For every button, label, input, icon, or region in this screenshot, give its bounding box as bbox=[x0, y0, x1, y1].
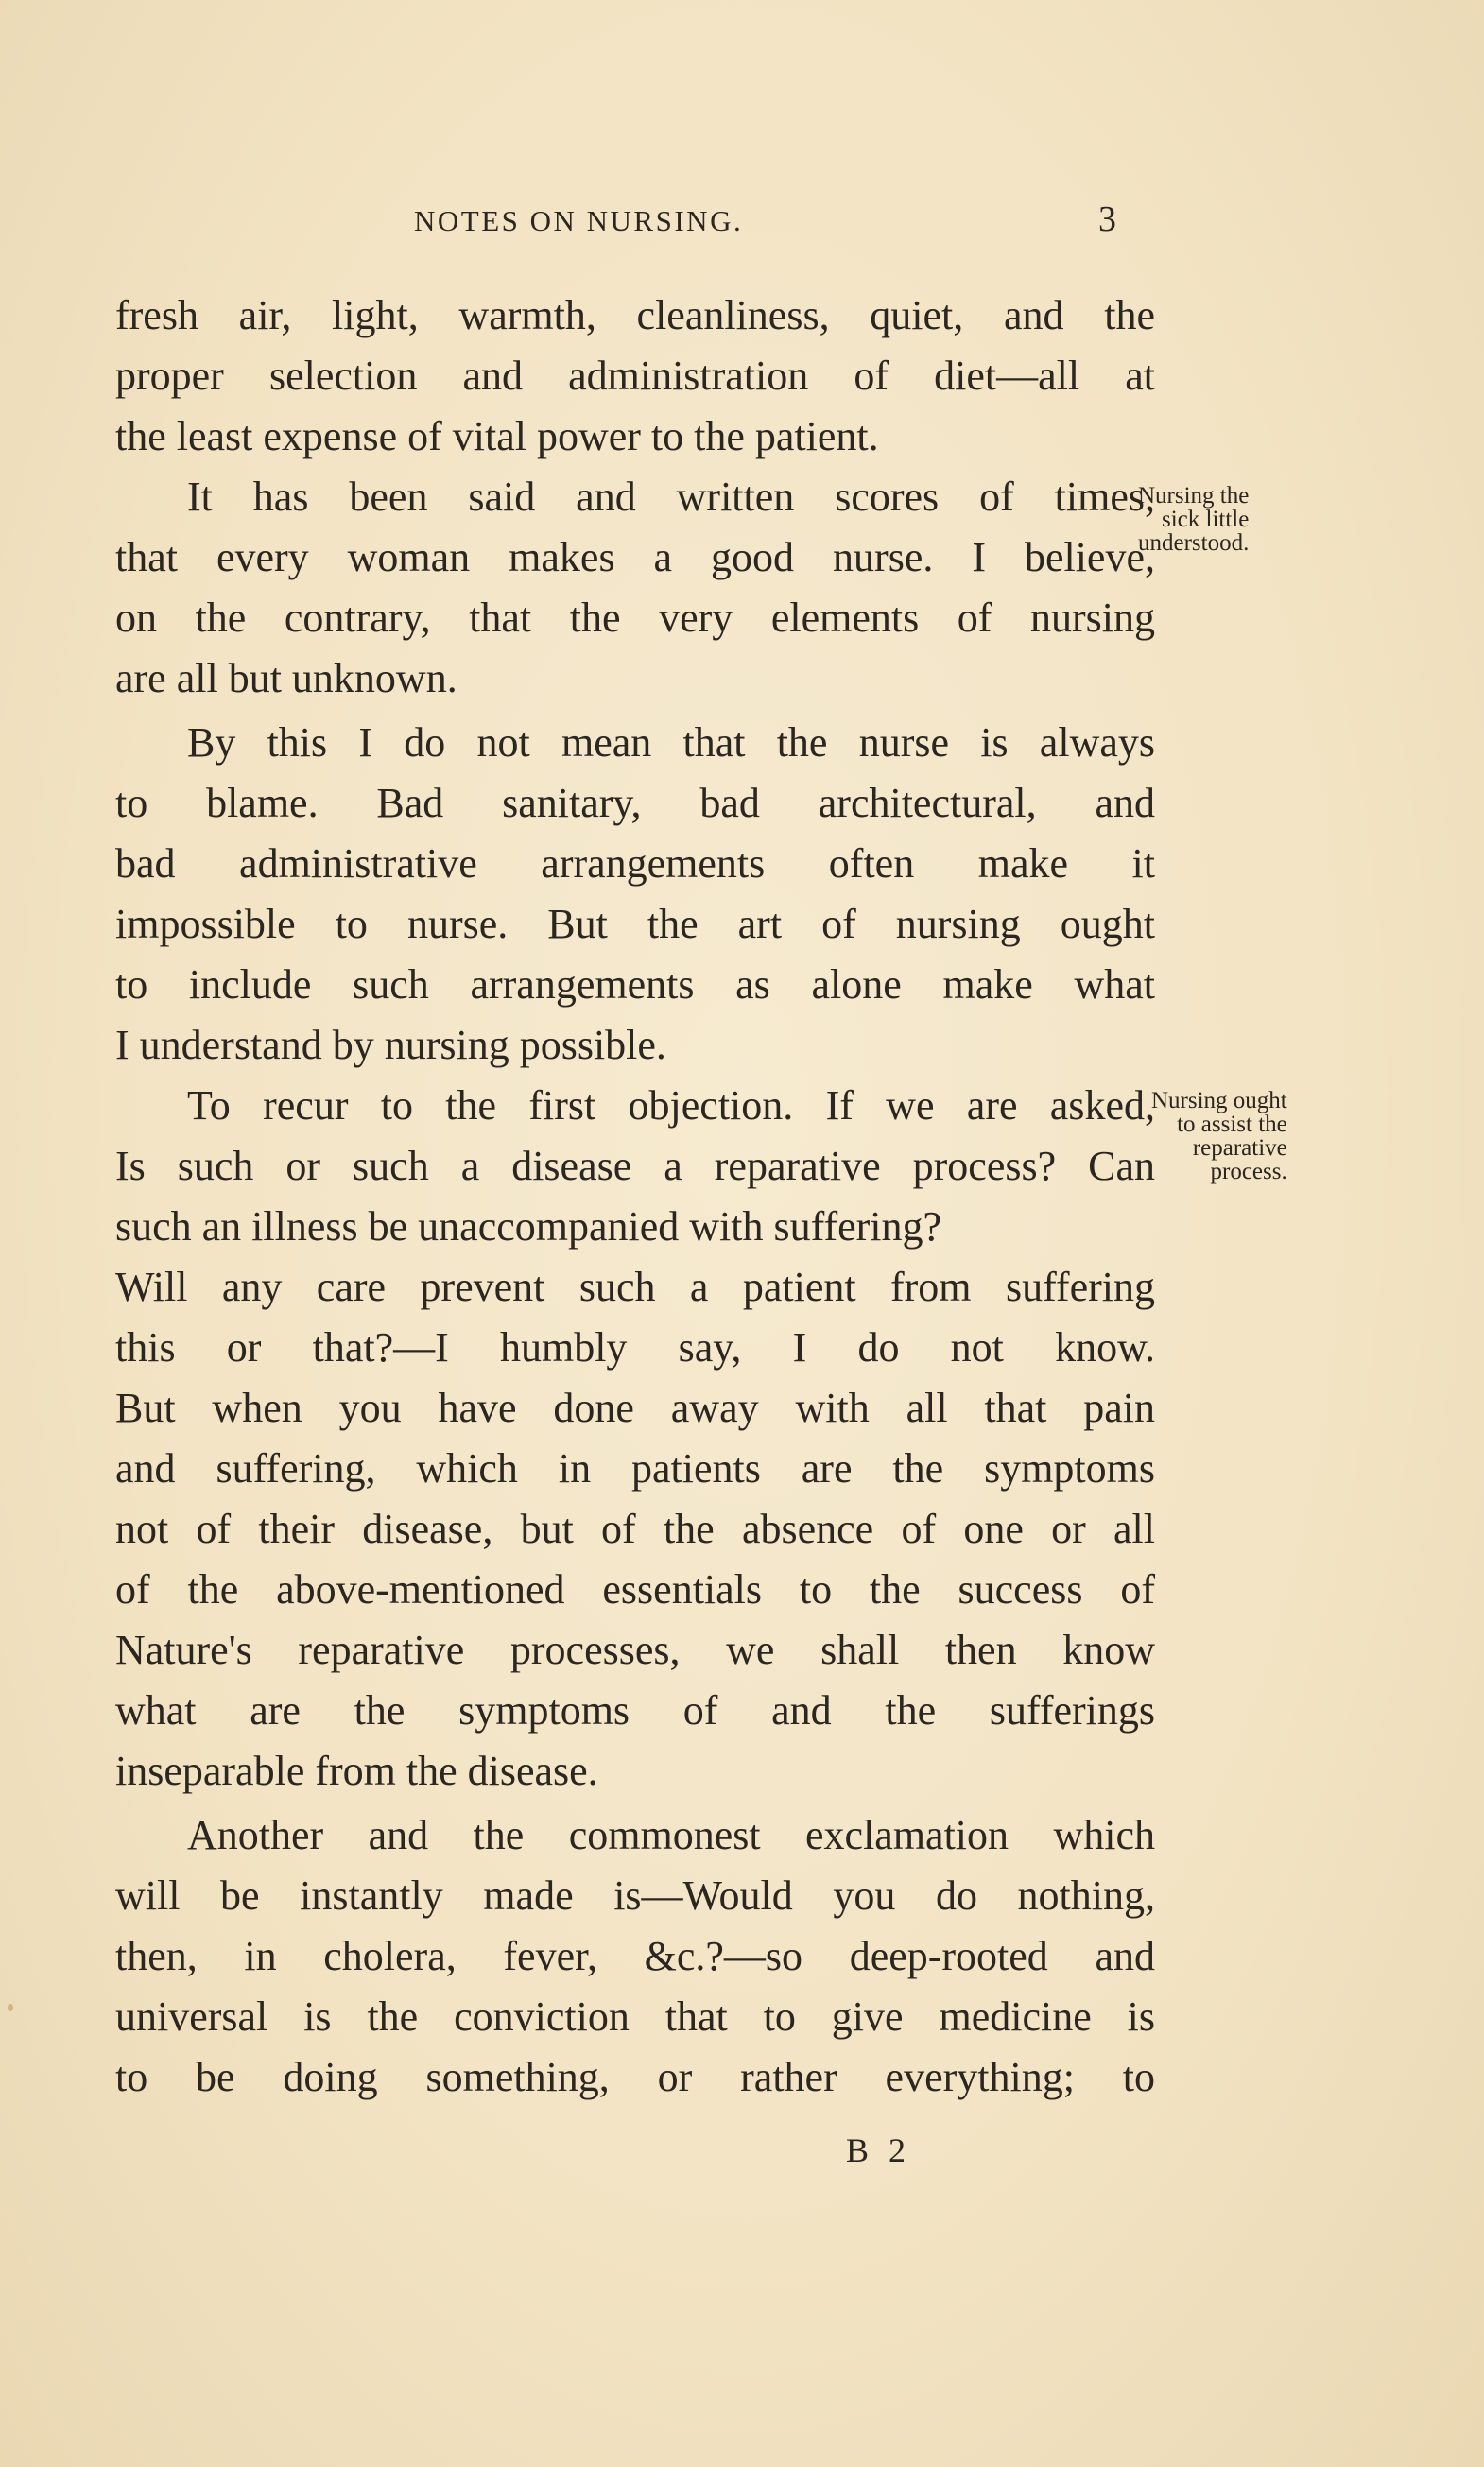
text-line: Another and the commonest exclamation which bbox=[187, 1812, 1155, 1858]
margin-note-reparative-process bbox=[1151, 1089, 1287, 1183]
text-line: will be instantly made is—Would you do nothing, bbox=[115, 1872, 1155, 1919]
text-line: universal is the conviction that to give medicine is bbox=[115, 1993, 1155, 2040]
paper-speck bbox=[8, 2004, 13, 2011]
text-line: of the above-mentioned essentials to the success of bbox=[115, 1566, 1155, 1613]
text-line: such an illness be unaccompanied with suffering? bbox=[115, 1203, 942, 1250]
page-number: 3 bbox=[1098, 199, 1116, 239]
text-line: fresh air, light, warmth, cleanliness, quiet, and the bbox=[115, 292, 1155, 338]
margin-note-line: understood. bbox=[1138, 530, 1250, 556]
margin-note-line: Nursing ought bbox=[1151, 1088, 1287, 1113]
text-line: not of their disease, but of the absence of one or all bbox=[115, 1506, 1155, 1552]
margin-note-line: Nursing the bbox=[1138, 483, 1250, 509]
text-line: then, in cholera, fever, &c.?—so deep-rooted and bbox=[115, 1933, 1155, 1979]
text-line: bad administrative arrangements often make it bbox=[115, 840, 1155, 887]
text-line: I understand by nursing possible. bbox=[115, 1022, 666, 1068]
margin-note-line: sick little bbox=[1162, 507, 1250, 532]
running-title: NOTES ON NURSING. bbox=[414, 204, 744, 237]
text-line: that every woman makes a good nurse. I believe, bbox=[115, 534, 1155, 580]
text-line: But when you have done away with all that pain bbox=[115, 1385, 1155, 1431]
text-line: By this I do not mean that the nurse is always bbox=[187, 719, 1155, 766]
margin-note-nursing-understood bbox=[1138, 484, 1249, 555]
body-text bbox=[115, 285, 1155, 2108]
margin-note-line: to assist the bbox=[1177, 1112, 1287, 1137]
text-line: It has been said and written scores of times, bbox=[187, 474, 1155, 520]
text-line: To recur to the first objection. If we are asked, bbox=[187, 1082, 1155, 1129]
text-line: inseparable from the disease. bbox=[115, 1748, 598, 1794]
text-line: Nature's reparative processes, we shall then know bbox=[115, 1627, 1155, 1673]
text-line: Will any care prevent such a patient from suffering bbox=[115, 1264, 1155, 1310]
text-line: are all but unknown. bbox=[115, 655, 457, 701]
text-line: what are the symptoms of and the sufferings bbox=[115, 1687, 1155, 1734]
text-line: this or that?—I humbly say, I do not know. bbox=[115, 1324, 1155, 1371]
text-line: proper selection and administration of diet—all at bbox=[115, 353, 1155, 399]
margin-note-line: reparative bbox=[1192, 1135, 1287, 1161]
text-line: Is such or such a disease a reparative process? Can bbox=[115, 1143, 1155, 1189]
text-line: to blame. Bad sanitary, bad architectural, and bbox=[115, 780, 1155, 826]
text-line: impossible to nurse. But the art of nursing ought bbox=[115, 901, 1155, 947]
text-line: to be doing something, or rather everything; to bbox=[115, 2054, 1155, 2100]
margin-note-line: process. bbox=[1210, 1159, 1287, 1184]
text-line: and suffering, which in patients are the symptoms bbox=[115, 1445, 1155, 1492]
text-line: on the contrary, that the very elements of nursing bbox=[115, 595, 1155, 641]
text-line: the least expense of vital power to the patient. bbox=[115, 413, 879, 459]
text-line: to include such arrangements as alone make what bbox=[115, 961, 1155, 1008]
signature-mark: B 2 bbox=[846, 2131, 912, 2169]
